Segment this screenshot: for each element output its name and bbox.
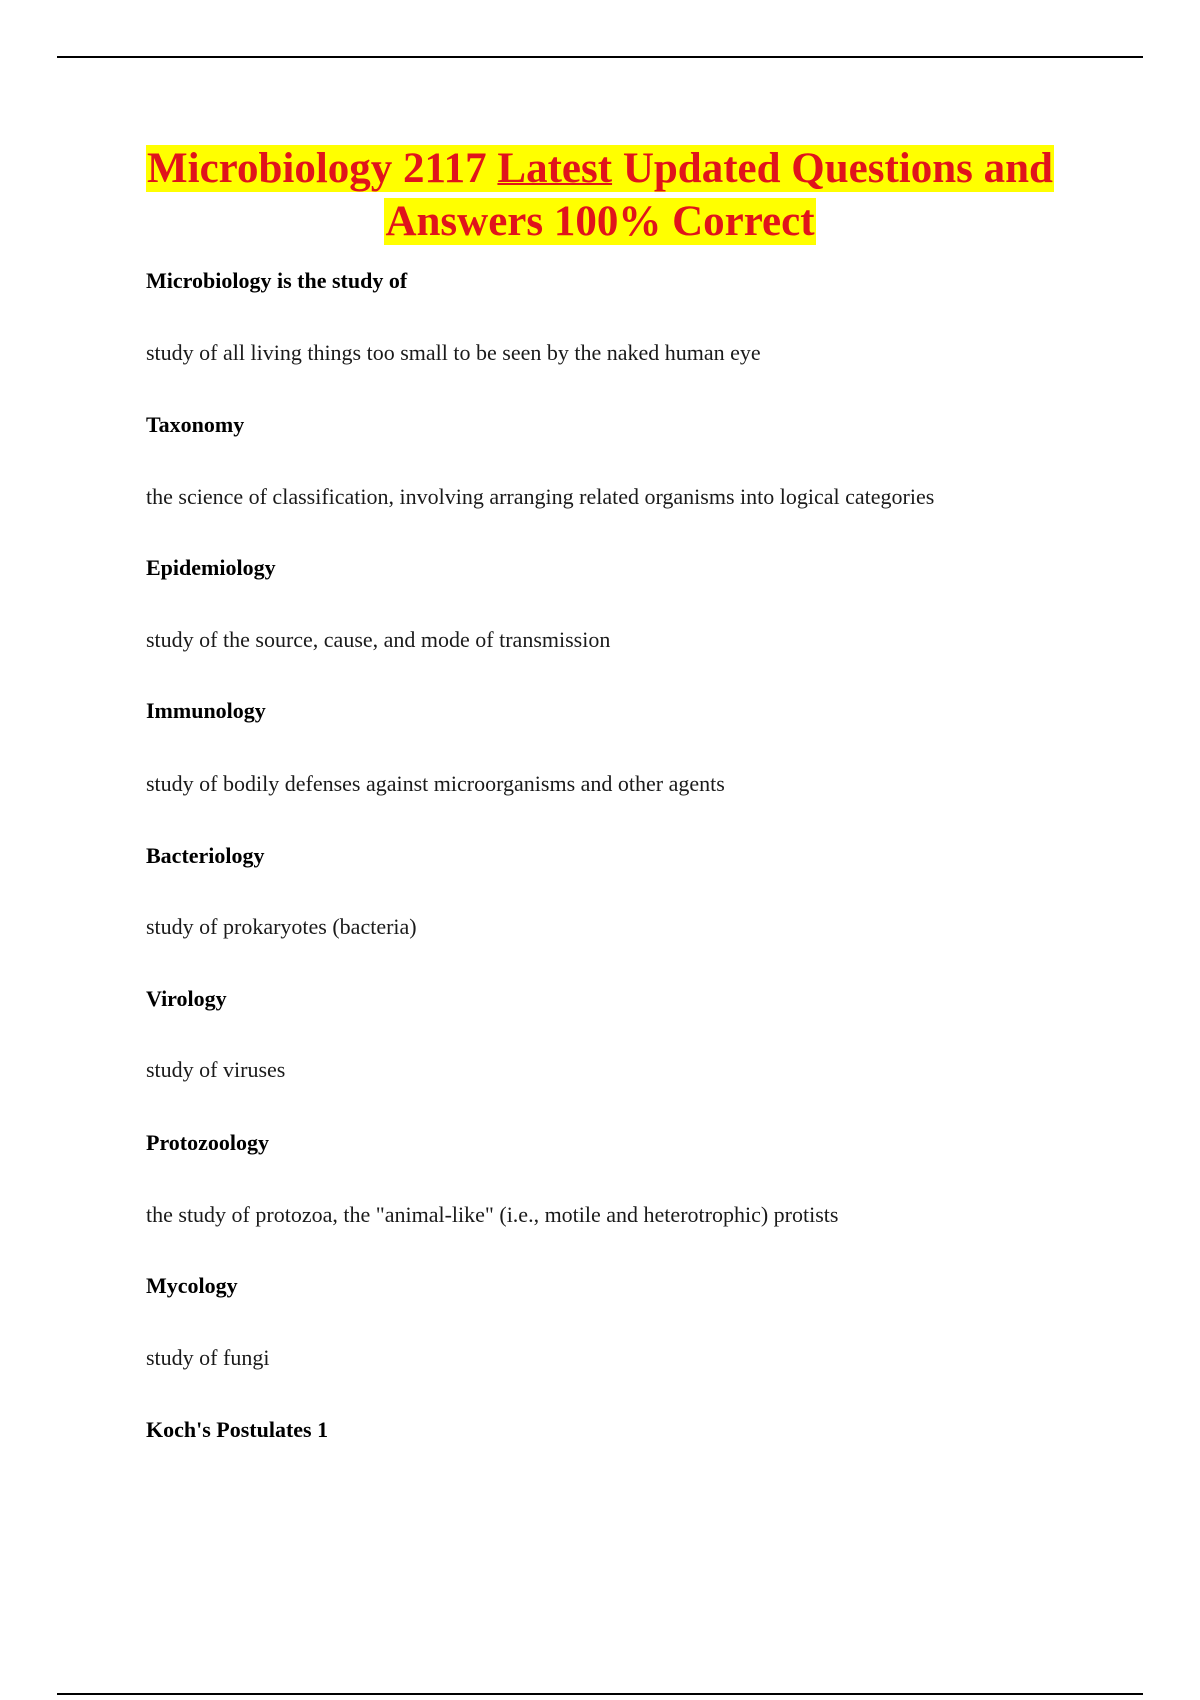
question-5: Bacteriology — [146, 843, 265, 868]
question-7: Protozoology — [146, 1130, 270, 1155]
question-1: Microbiology is the study of — [146, 268, 408, 293]
header-rule — [57, 56, 1143, 58]
title-underlined-word: Latest — [497, 145, 613, 192]
answer-4: study of bodily defenses against microorganisms and other agents — [146, 771, 725, 796]
answer-5: study of prokaryotes (bacteria) — [146, 914, 417, 939]
question-8: Mycology — [146, 1273, 238, 1298]
answer-1: study of all living things too small to be seen by the naked human eye — [146, 340, 761, 365]
answer-6: study of viruses — [146, 1057, 286, 1082]
title-line-2: Answers 100% Correct — [385, 198, 815, 245]
question-9: Koch's Postulates 1 — [146, 1417, 329, 1442]
footer-rule — [57, 1693, 1143, 1695]
question-6: Virology — [146, 986, 227, 1011]
title-line-1: Microbiology 2117 Latest Updated Questions and — [147, 145, 1053, 192]
answer-2: the science of classification, involving arranging related organisms into logical categories — [146, 484, 935, 509]
answer-7: the study of protozoa, the "animal-like" (i.e., motile and heterotrophic) protists — [146, 1202, 839, 1227]
answer-8: study of fungi — [146, 1345, 270, 1370]
question-3: Epidemiology — [146, 555, 276, 580]
question-4: Immunology — [146, 698, 266, 723]
document-title — [100, 142, 1100, 248]
question-2: Taxonomy — [146, 412, 245, 437]
answer-3: study of the source, cause, and mode of transmission — [146, 627, 611, 652]
